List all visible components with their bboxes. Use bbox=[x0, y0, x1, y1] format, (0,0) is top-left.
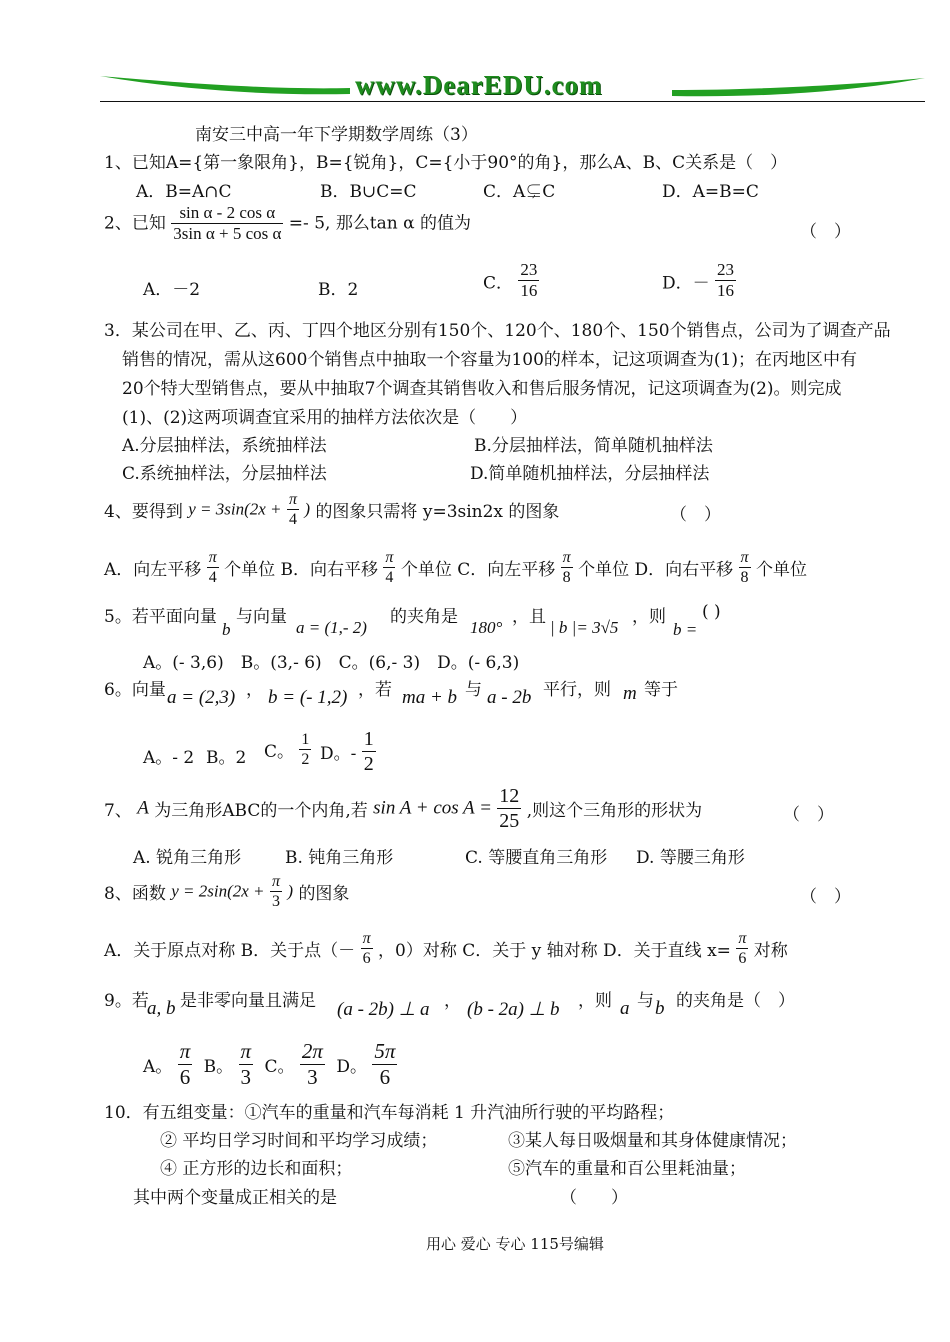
q9-tail: 的夹角是（ ） bbox=[676, 991, 795, 1011]
q9-yu: 与 bbox=[637, 991, 654, 1011]
q3-option-b: B.分层抽样法，简单随机抽样法 bbox=[474, 436, 713, 456]
q2-option-c: C． $\frac{23}{16}$ bbox=[483, 260, 538, 301]
page-footer: 用心 爱心 专心 115号编辑 bbox=[426, 1235, 604, 1253]
q6-comma2: ，若 bbox=[358, 680, 392, 700]
q2-option-d: D．－ $\frac{23}{16}$ bbox=[662, 260, 735, 301]
q5-bnorm: | b |= 3√5 bbox=[550, 618, 619, 637]
q2-option-a: A．－2 bbox=[143, 280, 201, 300]
q8-answer-paren: （ ） bbox=[800, 887, 851, 907]
q10-line1: 10．有五组变量：①汽车的重量和汽车每消耗 1 升汽油所行驶的平均路程； bbox=[104, 1103, 675, 1123]
q4-stem: 4、要得到 y = 3sin(2x + $\frac{\pi}{4}$ ) 的图象只需将 y=3sin2x 的图象 bbox=[104, 491, 560, 529]
q6-vector-a: a = (2,3) bbox=[167, 687, 236, 708]
q5-prefix: 5。若平面向量 bbox=[104, 607, 217, 627]
q1-option-c: C．A⊊C bbox=[483, 182, 556, 202]
q3-line4: (1)、(2)这两项调查宜采用的抽样方法依次是（ ） bbox=[122, 408, 528, 428]
q6-option-d: D。- $\frac{1}{2}$ bbox=[320, 728, 374, 775]
q6-option-a: A。- 2 bbox=[143, 748, 195, 768]
q5-answer-paren: ( ) bbox=[702, 602, 721, 622]
q9-prefix: 9。若 bbox=[104, 991, 149, 1011]
q3-line2: 销售的情况，需从这600个销售点中抽取一个容量为100的样本，记这项调查为(1)；在丙地区中有 bbox=[122, 350, 857, 370]
q9-b: b bbox=[655, 998, 665, 1019]
q7-option-c: C. 等腰直角三角形 bbox=[465, 848, 608, 868]
q3-option-a: A.分层抽样法，系统抽样法 bbox=[122, 436, 327, 456]
q10-answer-paren: （ ） bbox=[560, 1188, 628, 1208]
q9-a: a bbox=[620, 998, 630, 1019]
q6-comma1: ， bbox=[246, 680, 263, 700]
q6-a-2b: a - 2b bbox=[487, 687, 532, 708]
q1-option-d: D．A=B=C bbox=[662, 182, 759, 202]
q7-stem: 7、 A 为三角形ABC的一个内角,若 sin A + cos A = $\frac{12}{25}$ ,则这个三角形的形状为 bbox=[104, 785, 703, 832]
q10-item3: ③某人每日吸烟量和其身体健康情况； bbox=[508, 1131, 797, 1151]
q5-mid2: 的夹角是 bbox=[390, 607, 458, 627]
q6-m: m bbox=[623, 683, 637, 704]
q6-par: 平行，则 bbox=[543, 680, 611, 700]
q6-eq: 等于 bbox=[644, 680, 678, 700]
header-logo bbox=[100, 62, 925, 104]
q9-options: A。 $\frac{\pi}{6}$ B。 $\frac{\pi}{3}$ C。 $\frac{2\pi}{3}$ D。 $\frac{5\pi}{6}$ bbox=[143, 1039, 396, 1090]
q9-ab: a, b bbox=[147, 998, 176, 1019]
q2-answer-paren: （ ） bbox=[800, 222, 851, 242]
q8-stem: 8、函数 y = 2sin(2x + $\frac{\pi}{3}$ ) 的图象 bbox=[104, 873, 350, 911]
q10-item2: ② 平均日学习时间和平均学习成绩； bbox=[160, 1131, 438, 1151]
q9-mid: 是非零向量且满足 bbox=[180, 991, 316, 1011]
q1-option-b: B．B∪C=C bbox=[320, 182, 417, 202]
q5-mid4: ，则 bbox=[632, 607, 666, 627]
q5-tail: b = bbox=[673, 620, 698, 639]
q9-mid2: ，则 bbox=[578, 991, 612, 1011]
q6-prefix: 6。向量 bbox=[104, 680, 166, 700]
q3-line3: 20个特大型销售点，要从中抽取7个调查其销售收入和售后服务情况，记这项调查为(2)。则完成 bbox=[122, 379, 842, 399]
q6-option-c: C。 $\frac{1}{2}$ bbox=[264, 731, 310, 769]
q5-vector-a: a = (1,- 2) bbox=[296, 618, 367, 637]
page-title: 南安三中高一年下学期数学周练（3） bbox=[195, 125, 478, 145]
q5-angle: 180° bbox=[470, 618, 503, 637]
q7-option-d: D. 等腰三角形 bbox=[636, 848, 745, 868]
q9-cond1: (a - 2b) ⊥ a bbox=[337, 999, 430, 1020]
q2-option-b: B．2 bbox=[318, 280, 359, 300]
q6-vector-b: b = (- 1,2) bbox=[268, 687, 348, 708]
q9-comma: ， bbox=[444, 991, 461, 1011]
q1-option-a: A．B=A∩C bbox=[136, 182, 232, 202]
q6-yu: 与 bbox=[465, 680, 482, 700]
q8-options: A．关于原点对称 B．关于点（－ $\frac{\pi}{6}$ ，0）对称 C．关于 y 轴对称 D．关于直线 x= $\frac{\pi}{6}$ 对称 bbox=[104, 930, 788, 968]
q3-option-c: C.系统抽样法，分层抽样法 bbox=[122, 464, 327, 484]
q5-mid: 与向量 bbox=[236, 607, 287, 627]
q10-item4: ④ 正方形的边长和面积； bbox=[160, 1159, 353, 1179]
header-rule bbox=[100, 101, 925, 102]
q5-mid3: ，且 bbox=[512, 607, 546, 627]
q1-stem: 1、已知A={第一象限角}，B={锐角}，C={小于90°的角}，那么A、B、C关系是（ ） bbox=[104, 153, 788, 173]
q4-options: A．向左平移 $\frac{\pi}{4}$ 个单位 B．向右平移 $\frac{\pi}{4}$ 个单位 C．向左平移 $\frac{\pi}{8}$ 个单位 D．向右平移 $\frac{\pi}{8}$ 个单位 bbox=[104, 549, 807, 587]
q6-ma-b: ma + b bbox=[402, 687, 458, 708]
q2-fraction: $\frac{\text{sin α - 2 cos α}}{\text{3sin α + 5 cos α}}$ bbox=[173, 203, 282, 244]
q10-ask: 其中两个变量成正相关的是 bbox=[133, 1188, 337, 1208]
q3-option-d: D.简单随机抽样法，分层抽样法 bbox=[470, 464, 710, 484]
q5-options: A。(- 3,6) B。(3,- 6) C。(6,- 3) D。(- 6,3) bbox=[143, 653, 520, 673]
q7-option-a: A. 锐角三角形 bbox=[133, 848, 242, 868]
q6-option-b: B。2 bbox=[206, 748, 247, 768]
q4-answer-paren: （ ） bbox=[670, 505, 721, 525]
q10-item5: ⑤汽车的重量和百公里耗油量； bbox=[508, 1159, 746, 1179]
q7-answer-paren: （ ） bbox=[783, 805, 834, 825]
q5-vector-b: b bbox=[222, 620, 231, 639]
q7-option-b: B. 钝角三角形 bbox=[285, 848, 394, 868]
logo-text: www.DearEDU.com bbox=[355, 70, 603, 100]
q2-stem: 2、已知 $\frac{\text{sin α - 2 cos α}}{\text{3sin α + 5 cos α}}$ =- 5, 那么tan α 的值为 bbox=[104, 203, 472, 244]
q9-cond2: (b - 2a) ⊥ b bbox=[467, 999, 560, 1020]
q3-line1: 3．某公司在甲、乙、丙、丁四个地区分别有150个、120个、180个、150个销售点，公司为了调查产品 bbox=[104, 321, 891, 341]
